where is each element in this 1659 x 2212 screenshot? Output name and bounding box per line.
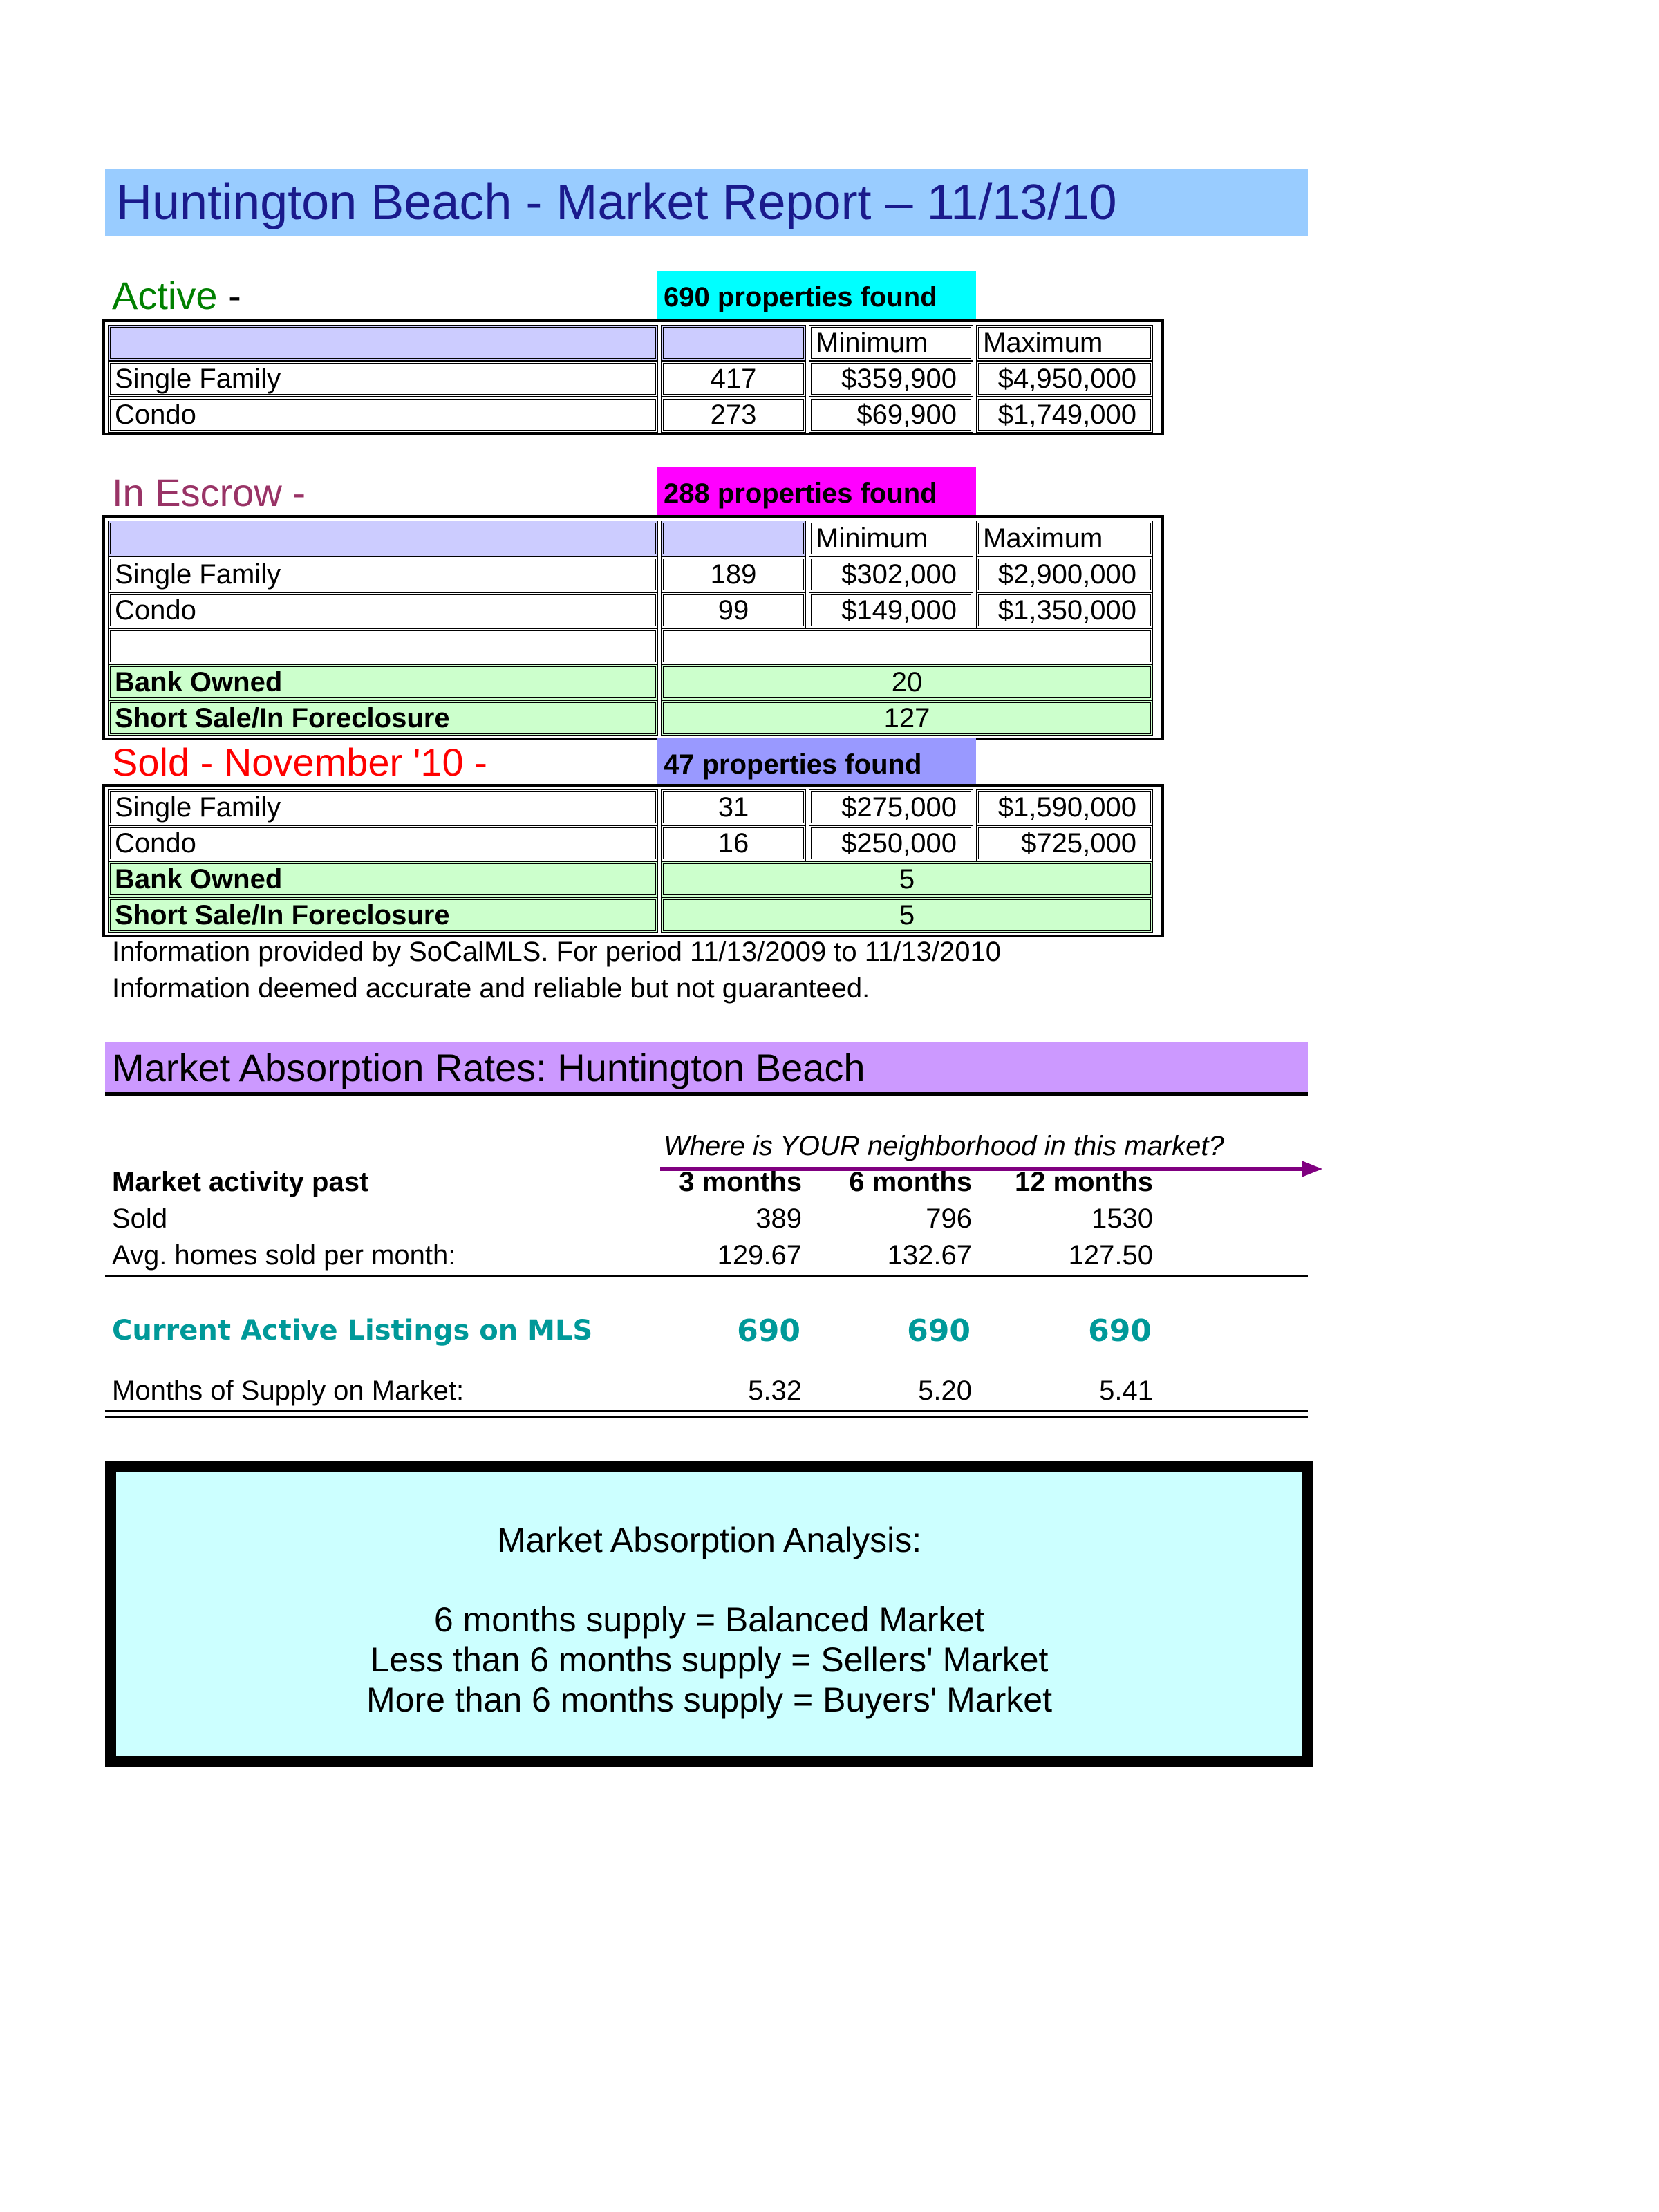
- row-maximum: $725,000: [976, 825, 1153, 861]
- row-maximum: $2,900,000: [976, 556, 1153, 592]
- active-heading-dash: -: [228, 274, 241, 317]
- bank-owned-label: Bank Owned: [108, 861, 658, 897]
- current-active-value: 690: [1088, 1313, 1152, 1349]
- row-label: Single Family: [108, 361, 658, 397]
- analysis-box: [105, 1461, 1313, 1767]
- short-sale-label: Short Sale/In Foreclosure: [108, 897, 658, 933]
- analysis-line: 6 months supply = Balanced Market: [433, 1600, 985, 1639]
- row-label: Condo: [108, 397, 658, 433]
- analysis-title: Market Absorption Analysis:: [496, 1521, 922, 1559]
- row-maximum: $1,590,000: [976, 789, 1153, 825]
- period-6-months: 6 months: [849, 1167, 972, 1197]
- sold-value: 796: [926, 1203, 972, 1234]
- table-header-label: [108, 325, 658, 361]
- row-minimum: $275,000: [809, 789, 973, 825]
- row-minimum: $69,900: [809, 397, 973, 433]
- current-active-value: 690: [737, 1313, 800, 1349]
- table-header-minimum: Minimum: [809, 521, 973, 556]
- avg-label: Avg. homes sold per month:: [112, 1240, 456, 1271]
- row-label: Condo: [108, 592, 658, 628]
- disclaimer-note: Information deemed accurate and reliable but not guaranteed.: [112, 973, 870, 1004]
- page-title: Huntington Beach - Market Report – 11/13/10: [116, 175, 1117, 230]
- active-found-badge: 690 properties found: [657, 271, 976, 319]
- short-sale-label: Short Sale/In Foreclosure: [108, 700, 658, 736]
- avg-value: 129.67: [717, 1240, 802, 1271]
- bank-owned-label: Bank Owned: [108, 664, 658, 700]
- supply-label: Months of Supply on Market:: [112, 1376, 465, 1406]
- table-header-count: [661, 325, 806, 361]
- supply-value: 5.32: [748, 1376, 802, 1406]
- escrow-heading: In Escrow -: [112, 471, 306, 514]
- escrow-found-badge: 288 properties found: [657, 467, 976, 516]
- table-header-minimum: Minimum: [809, 325, 973, 361]
- sold-value: 1530: [1091, 1203, 1153, 1234]
- row-label: Condo: [108, 825, 658, 861]
- table-header-count: [661, 521, 806, 556]
- row-maximum: $4,950,000: [976, 361, 1153, 397]
- row-count: 31: [661, 789, 806, 825]
- sold-table: [102, 784, 1164, 937]
- divider: [105, 1416, 1308, 1418]
- row-count: 99: [661, 592, 806, 628]
- avg-value: 127.50: [1068, 1240, 1153, 1271]
- sold-value: 389: [756, 1203, 802, 1234]
- current-active-label: Current Active Listings on MLS: [112, 1315, 593, 1347]
- table-header-maximum: Maximum: [976, 521, 1153, 556]
- supply-value: 5.41: [1099, 1376, 1153, 1406]
- row-count: 189: [661, 556, 806, 592]
- table-header-label: [108, 521, 658, 556]
- row-label: Single Family: [108, 556, 658, 592]
- bank-owned-value: 20: [661, 664, 1153, 700]
- empty-cell: [108, 628, 658, 664]
- activity-label: Market activity past: [112, 1167, 369, 1197]
- row-maximum: $1,749,000: [976, 397, 1153, 433]
- source-note: Information provided by SoCalMLS. For period 11/13/2009 to 11/13/2010: [112, 937, 1001, 967]
- avg-value: 132.67: [887, 1240, 972, 1271]
- empty-cell: [661, 628, 1153, 664]
- row-count: 273: [661, 397, 806, 433]
- row-minimum: $359,900: [809, 361, 973, 397]
- analysis-line: More than 6 months supply = Buyers' Market: [366, 1680, 1052, 1719]
- active-heading-label: Active: [112, 274, 218, 317]
- row-minimum: $250,000: [809, 825, 973, 861]
- supply-value: 5.20: [918, 1376, 972, 1406]
- bank-owned-value: 5: [661, 861, 1153, 897]
- row-label: Single Family: [108, 789, 658, 825]
- absorption-title: Market Absorption Rates: Huntington Beach: [112, 1046, 865, 1089]
- row-count: 417: [661, 361, 806, 397]
- row-minimum: $302,000: [809, 556, 973, 592]
- row-minimum: $149,000: [809, 592, 973, 628]
- neighborhood-question: Where is YOUR neighborhood in this market?: [664, 1131, 1224, 1161]
- short-sale-value: 5: [661, 897, 1153, 933]
- table-header-maximum: Maximum: [976, 325, 1153, 361]
- analysis-line: Less than 6 months supply = Sellers' Market: [370, 1640, 1049, 1679]
- divider: [105, 1275, 1308, 1277]
- active-table: [102, 319, 1164, 435]
- period-12-months: 12 months: [1014, 1167, 1153, 1197]
- current-active-value: 690: [907, 1313, 971, 1349]
- row-count: 16: [661, 825, 806, 861]
- active-heading: [112, 276, 241, 315]
- period-3-months: 3 months: [679, 1167, 802, 1197]
- short-sale-value: 127: [661, 700, 1153, 736]
- escrow-table: [102, 515, 1164, 740]
- sold-label: Sold: [112, 1203, 168, 1234]
- row-maximum: $1,350,000: [976, 592, 1153, 628]
- sold-heading: Sold - November '10 -: [112, 740, 487, 784]
- sold-found-badge: 47 properties found: [657, 738, 976, 787]
- divider: [105, 1410, 1308, 1412]
- divider: [105, 1092, 1308, 1096]
